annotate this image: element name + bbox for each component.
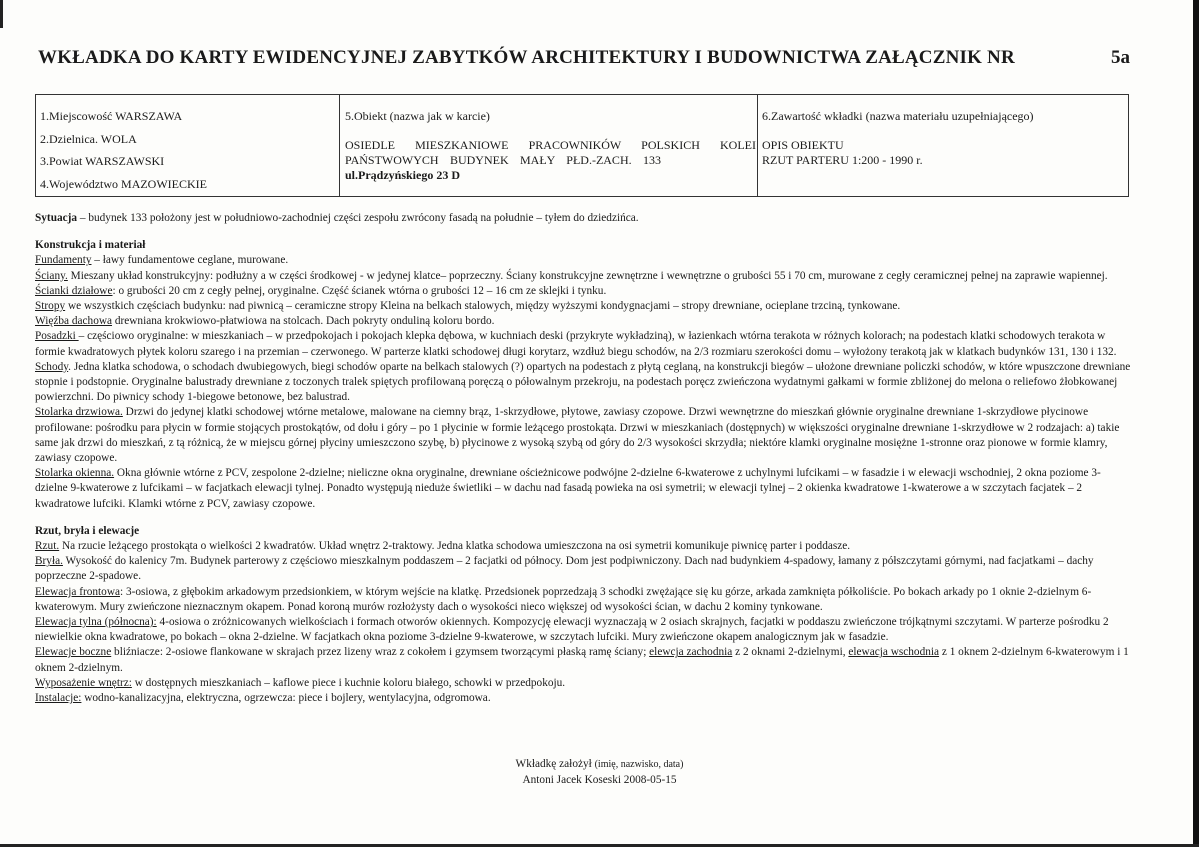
- drzwi-paragraph: Stolarka drzwiowa. Drzwi do jedynej klatki schodowej wtórne metalowe, malowane na ciemny brąz, 1-skrzydłowe, płytowe, zawiasy czopowe. Drzwi wewnętrzne do mieszkań głównie oryginalne drewniane 1-skrzydłowe płycinowe profilowane: pośrodku para płycin w formie stojących prostokątów, od dołu i góry – po 1 płycinie w formie leżącego prostokąta. Drzwi w mieszkaniach (dostępnych) w większości oryginalne drewniane 1-skrzydłowe w 2 rodzajach: a) takie same jak drzwi do mieszkań, z tą różnicą, że w miejscu górnej płyciny umieszczono szybę, b) płycinowe z wysoką szybą od góry do 2/3 wysokości skrzydła; niektóre klamki oryginalne mosiężne 1-stronne oraz pionowe w formie klamry, zawiasy czopowe.: [35, 406, 1120, 465]
- content-line2: RZUT PARTERU 1:200 - 1990 r.: [762, 153, 923, 167]
- konstrukcja-heading: Konstrukcja i materiał: [35, 239, 146, 252]
- object-address: ul.Prądzyńskiego 23 D: [345, 168, 461, 182]
- signature-name: Antoni Jacek Koseski 2008-05-15: [522, 774, 677, 786]
- elewacje-boczne-paragraph: Elewacje boczne bliźniacze: 2-osiowe flankowane w skrajach przez lizeny wraz z cokołem i gzymsem tworzącymi płaską ramę ściany; elewcja zachodnia z 2 oknami 2-dzielnymi, elewacja wschodnia z 1 oknem 2-dzielnym 6-kwaterowym i 1 oknem 2-dzielnym.: [35, 646, 1129, 674]
- posadzki-paragraph: Posadzki – częściowo oryginalne: w mieszkaniach – w przedpokojach i pokojach klepka dębowa, w kuchniach deski (przykryte wykładziną), w łazienkach wtórna terakota w różnych kolorach; na podestach klatki schodowych terakota w formie kwadratowych płytek koloru szarego i na przemian – czerwonego. W parterze klatki schodowej długi korytarz, wzdłuż biegu schodów, na 2/3 rozmiaru szerokości domu – wyłożony terakotą jak w klatkach budynków 131, 130 i 132.: [35, 330, 1117, 358]
- object-name-line1: OSIEDLE MIESZKANIOWE PRACOWNIKÓW POLSKICH KOLEI: [345, 138, 756, 152]
- dzielnica: 2.Dzielnica. WOLA: [40, 132, 137, 146]
- okna-paragraph: Stolarka okienna. Okna głównie wtórne z PCV, zespolone 2-dzielne; nieliczne okna oryginalne, drewniane ościeżnicowe podwójne 2-dzielne 6-kwaterowe z uchylnymi lufcikami – w fasadzie i w elewacji wschodniej, 2 okna poziome 3-dzielne 9-kwaterowe z lufcikami – w facjatkach elewacji tylnej. Ponadto występują nieduże świetliki – w dachu nad fasadą powieka na osi symetrii; w elewacji tylnej – 2 okienka kwadratowe 1-kwaterowe a w szczytach facjatek – 2 kwadratowe lufciki. Klamki wtórne z PCV, zawiasy czopowe.: [35, 467, 1101, 510]
- rzut-heading: Rzut, bryła i elewacje: [35, 524, 140, 537]
- powiat: 3.Powiat WARSZAWSKI: [40, 154, 165, 168]
- object-cell: [340, 95, 758, 197]
- wyposazenie-paragraph: Wyposażenie wnętrz: w dostępnych mieszkaniach – kaflowe piece i kuchnie koloru białego, schowki w przedpokoju.: [35, 676, 566, 689]
- header-table: [35, 94, 1129, 197]
- content-label: 6.Zawartość wkładki (nazwa materiału uzupełniającego): [762, 109, 1034, 123]
- schody-paragraph: Schody. Jedna klatka schodowa, o schodach dwubiegowych, biegi schodów oparte na belkach stalowych (?) opartych na podestach z płytą ceglaną, na konstrukcji biegów – ułożone drewniane policzki schodów, w które wpuszczone drewniane stopnie i podstopnie. Oryginalne balustrady drewniane z toczonych tralek spiętych profilowaną poręczą o półowalnym przekroju, na podestach poręcz zwieńczona wydatnymi gałkami w formie zbliżonej do melona o reliefowo żłobkowanej powierzchni. Do piwnicy schody 1-biegowe betonowe, bez balustrad.: [35, 360, 1131, 404]
- wojewodztwo: 4.Województwo MAZOWIECKIE: [40, 177, 207, 191]
- description-body: [35, 211, 1132, 706]
- sytuacja-label: Sytuacja: [35, 212, 78, 224]
- elewacja-frontowa-paragraph: Elewacja frontowa: 3-osiowa, z głębokim arkadowym przedsionkiem, w którym wejście na klatkę. Przedsionek poprzedzają 3 schodki zwężające się ku górze, arkada zamknięta półkoliście. Po bokach arkady po 1 oknie 2-dzielnym 6-kwaterowym. Mury zwieńczone nieznacznym okapem. Ponad koroną murów rozłożysty dach o wysokości nieco większej od wysokości ścian, w dachu 2 kominy tynkowane.: [35, 585, 1092, 613]
- location-cell: [36, 95, 340, 197]
- scan-edge-right: [1193, 0, 1199, 847]
- content-cell: [758, 95, 1129, 197]
- stropy-paragraph: Stropy we wszystkich częściach budynku: nad piwnicą – ceramiczne stropy Kleina na belkach stalowych, między wyższymi kondygnacjami – stropy drewniane, ocieplane trzciną, tynkowane.: [35, 300, 901, 313]
- elewacja-tylna-paragraph: Elewacja tylna (północna): 4-osiowa o zróżnicowanych wielkościach i formach otworów okiennych. Kompozycję elewacji wyznaczają w 2 osiach skrajnych, facjatki w poddaszu zwieńczone trójkątnymi szczytami. W parterze pośrodku 2 niewielkie okna kwadratowe, po bokach – okna 2-dzielne. W facjatkach okna poziome 3-dzielne 9-kwaterowe, w szczytach lufciki. Mury zwieńczone okapem analogicznym jak w fasadzie.: [35, 616, 1109, 644]
- signature-label-line: Wkładkę założył (imię, nazwisko, data): [515, 758, 684, 770]
- scan-mark: [0, 0, 3, 28]
- rzut-paragraph: Rzut. Na rzucie leżącego prostokąta o wielkości 2 kwadratów. Układ wnętrz 2-traktowy. Jedna klatka schodowa umieszczona na osi symetrii komunikuje piwnicę parter i poddasze.: [35, 540, 851, 553]
- object-name-line2: PAŃSTWOWYCH BUDYNEK MAŁY PŁD.-ZACH. 133: [345, 153, 661, 167]
- bryla-paragraph: Bryła. Wysokość do kalenicy 7m. Budynek parterowy z częściowo mieszkalnym poddaszem – 2 facjatki od północy. Dom jest podpiwniczony. Dach nad budynkiem 4-spadowy, łamany z półszczytami górnymi, nad facjatkami – dachy poprzeczne 2-spadowe.: [35, 555, 1094, 583]
- object-label: 5.Obiekt (nazwa jak w karcie): [345, 109, 490, 123]
- page-number: 5a: [1111, 47, 1130, 68]
- fundamenty-paragraph: Fundamenty – ławy fundamentowe ceglane, murowane.: [35, 254, 289, 267]
- sciany-paragraph: Ściany. Mieszany układ konstrukcyjny: podłużny a w części środkowej - w jedynej klatce– poprzeczny. Ściany konstrukcyjne zewnętrzne i wewnętrzne o grubości 55 i 70 cm, murowane z cegły ceramicznej pełnej na zaprawie wapiennej.: [35, 269, 1108, 282]
- page-title: WKŁADKA DO KARTY EWIDENCYJNEJ ZABYTKÓW ARCHITEKTURY I BUDOWNICTWA ZAŁĄCZNIK NR: [38, 47, 1015, 68]
- instalacje-paragraph: Instalacje: wodno-kanalizacyjna, elektryczna, ogrzewcza: piece i bojlery, wentylacyjna, odgromowa.: [35, 692, 491, 705]
- sytuacja-paragraph: Sytuacja – budynek 133 położony jest w południowo-zachodniej części zespołu zwrócony fasadą na południe – tyłem do dziedzińca.: [35, 212, 639, 224]
- content-line1: OPIS OBIEKTU: [762, 138, 844, 152]
- miejscowosc: 1.Miejscowość WARSZAWA: [40, 109, 183, 123]
- scianki-paragraph: Ścianki działowe: o grubości 20 cm z cegły pełnej, oryginalne. Część ścianek wtórna o grubości 12 – 16 cm ze sklejki i tynku.: [35, 284, 607, 297]
- wiezba-paragraph: Więźba dachowa drewniana krokwiowo-płatwiowa na stolcach. Dach pokryty onduliną koloru bordo.: [35, 315, 495, 328]
